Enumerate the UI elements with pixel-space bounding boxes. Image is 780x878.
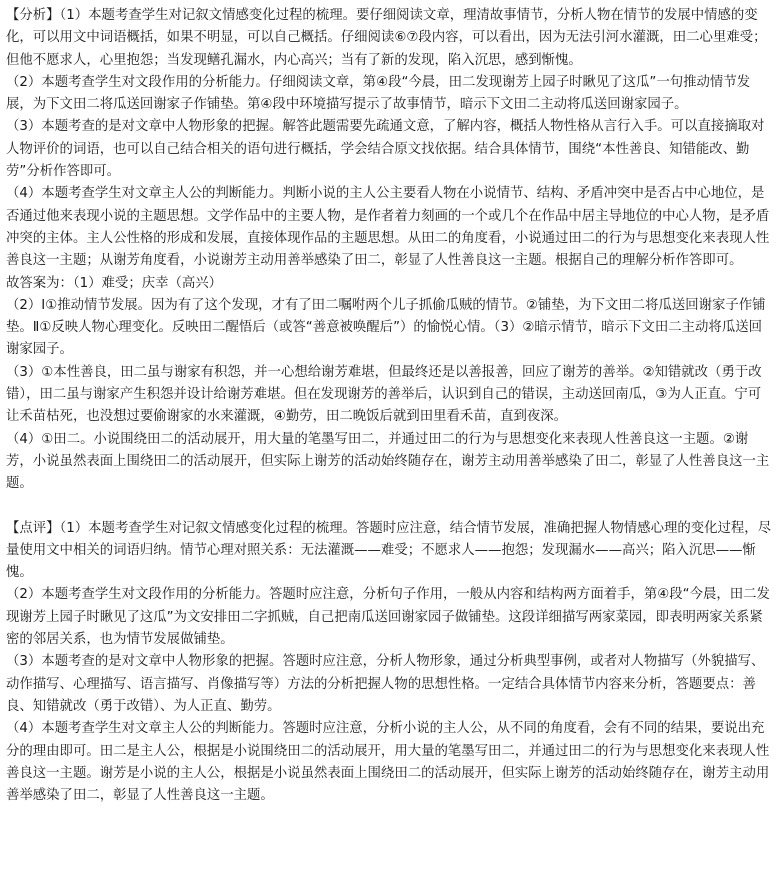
analysis-section — [6, 5, 774, 273]
analysis-paragraph-1: 【分析】（1）本题考查学生对记叙文情感变化过程的梳理。要仔细阅读文章，理清故事情节，分析人物在情节的发展中情感的变化，可以用文中词语概括，如果不明显，可以自己概括。仔细阅读⑥⑦段内容，可以看出，因为无法引河水灌溉，田二心里难受；但他不愿求人，心里抱怨；当发现鳝孔漏水，内心高兴；当有了新的发现，陷入沉思，感到惭愧。 — [6, 8, 767, 68]
answer-paragraph-4: （4）①田二。小说围绕田二的活动展开，用大量的笔墨写田二，并通过田二的行为与思想变化来表现人性善良这一主题。②谢芳，小说虽然表面上围绕田二的活动展开，但实际上谢芳的活动始终随存在，谢芳主动用善举感染了田二，彰显了人性善良这一主题。 — [6, 431, 770, 492]
answer-paragraph-3: （3）①本性善良，田二虽与谢家有积怨，并一心想给谢芳难堪，但最终还是以善报善，回应了谢芳的善举。②知错就改（勇于改错），田二虽与谢家产生积怨并设计给谢芳难堪。但在发现谢芳的善举后，认识到自己的错误，主动送回南瓜，③为人正直。宁可让禾苗枯死，也没想过要偷谢家的水来灌溉，④勤劳，田二晚饭后就到田里看禾苗，直到夜深。 — [6, 364, 762, 425]
section-spacer — [6, 496, 774, 518]
comment-paragraph-4: （4）本题考查学生对文章主人公的判断能力。答题时应注意，分析小说的主人公，从不同的角度看，会有不同的结果，要说出充分的理由即可。田二是主人公，根据是小说围绕田二的活动展开，用大量的笔墨写田二，并通过田二的行为与思想变化来表现人性善良这一主题。谢芳是小说的主人公，根据是小说虽然表面上围绕田二的活动展开，但实际上谢芳的活动始终随存在，谢芳主动用善举感染了田二，彰显了人性善良这一主题。 — [6, 721, 770, 804]
comment-section — [6, 518, 774, 808]
answer-section — [6, 273, 774, 496]
comment-paragraph-1: 【点评】（1）本题考查学生对记叙文情感变化过程的梳理。答题时应注意，结合情节发展，准确把握人物情感心理的变化过程，尽量使用文中相关的词语归纳。情节心理对照关系：无法灌溉——难受；不愿求人——抱怨；发现漏水——高兴；陷入沉思——惭愧。 — [6, 520, 772, 581]
comment-paragraph-2: （2）本题考查学生对文段作用的分析能力。答题时应注意，分析句子作用，一般从内容和结构两方面着手，第④段“今晨，田二发现谢芳上园子时瞅见了这瓜”为文安排田二字抓贼，自己把南瓜送回谢家园子做铺垫。这段详细描写两家菜园，即表明两家关系紧密的邻居关系，也为情节发展做铺垫。 — [6, 587, 770, 648]
analysis-paragraph-4: （4）本题考查学生对文章主人公的判断能力。判断小说的主人公主要看人物在小说情节、结构、矛盾冲突中是否占中心地位，是否通过他来表现小说的主题思想。文学作品中的主要人物，是作者着力刻画的一个或几个在作品中居主导地位的中心人物，是矛盾冲突的主体。主人公性格的形成和发展，直接体现作品的主题思想。从田二的角度看，小说通过田二的行为与思想变化来表现人性善良这一主题；从谢芳角度看，小说谢芳主动用善举感染了田二，彰显了人性善良这一主题。根据自己的理解分析作答即可。 — [6, 186, 770, 269]
analysis-paragraph-2: （2）本题考查学生对文段作用的分析能力。仔细阅读文章，第④段“今晨，田二发现谢芳上园子时瞅见了这瓜”一句推动情节发展，为下文田二将瓜送回谢家子作铺垫。第④段中环境描写提示了故事情节，暗示下文田二主动将瓜送回谢家园子。 — [6, 74, 751, 113]
answer-paragraph-1: 故答案为：（1）难受；庆幸（高兴） — [6, 275, 223, 291]
analysis-paragraph-3: （3）本题考查的是对文章中人物形象的把握。解答此题需要先疏通文意，了解内容，概括人物性格从言行入手。可以直接摘取对人物评价的词语，也可以自己结合相关的语句进行概括，学会结合原文找依据。结合具体情节，围绕“本性善良、知错能改、勤劳”分析作答即可。 — [6, 119, 765, 180]
comment-paragraph-3: （3）本题考查的是对文章中人物形象的把握。答题时应注意，分析人物形象，通过分析典型事例，或者对人物描写（外貌描写、动作描写、心理描写、语言描写、肖像描写等）方法的分析把握人物的思想性格。一定结合具体情节内容来分析，答题要点：善良、知错就改（勇于改错）、为人正直、勤劳。 — [6, 654, 765, 714]
answer-paragraph-2: （2）Ⅰ①推动情节发展。因为有了这个发现，才有了田二嘱咐两个儿子抓偷瓜贼的情节。②铺垫，为下文田二将瓜送回谢家子作铺垫。Ⅱ①反映人物心理变化。反映田二醒悟后（或答“善意被唤醒后”）的愉悦心情。（3）②暗示情节，暗示下文田二主动将瓜送回谢家园子。 — [6, 297, 766, 358]
